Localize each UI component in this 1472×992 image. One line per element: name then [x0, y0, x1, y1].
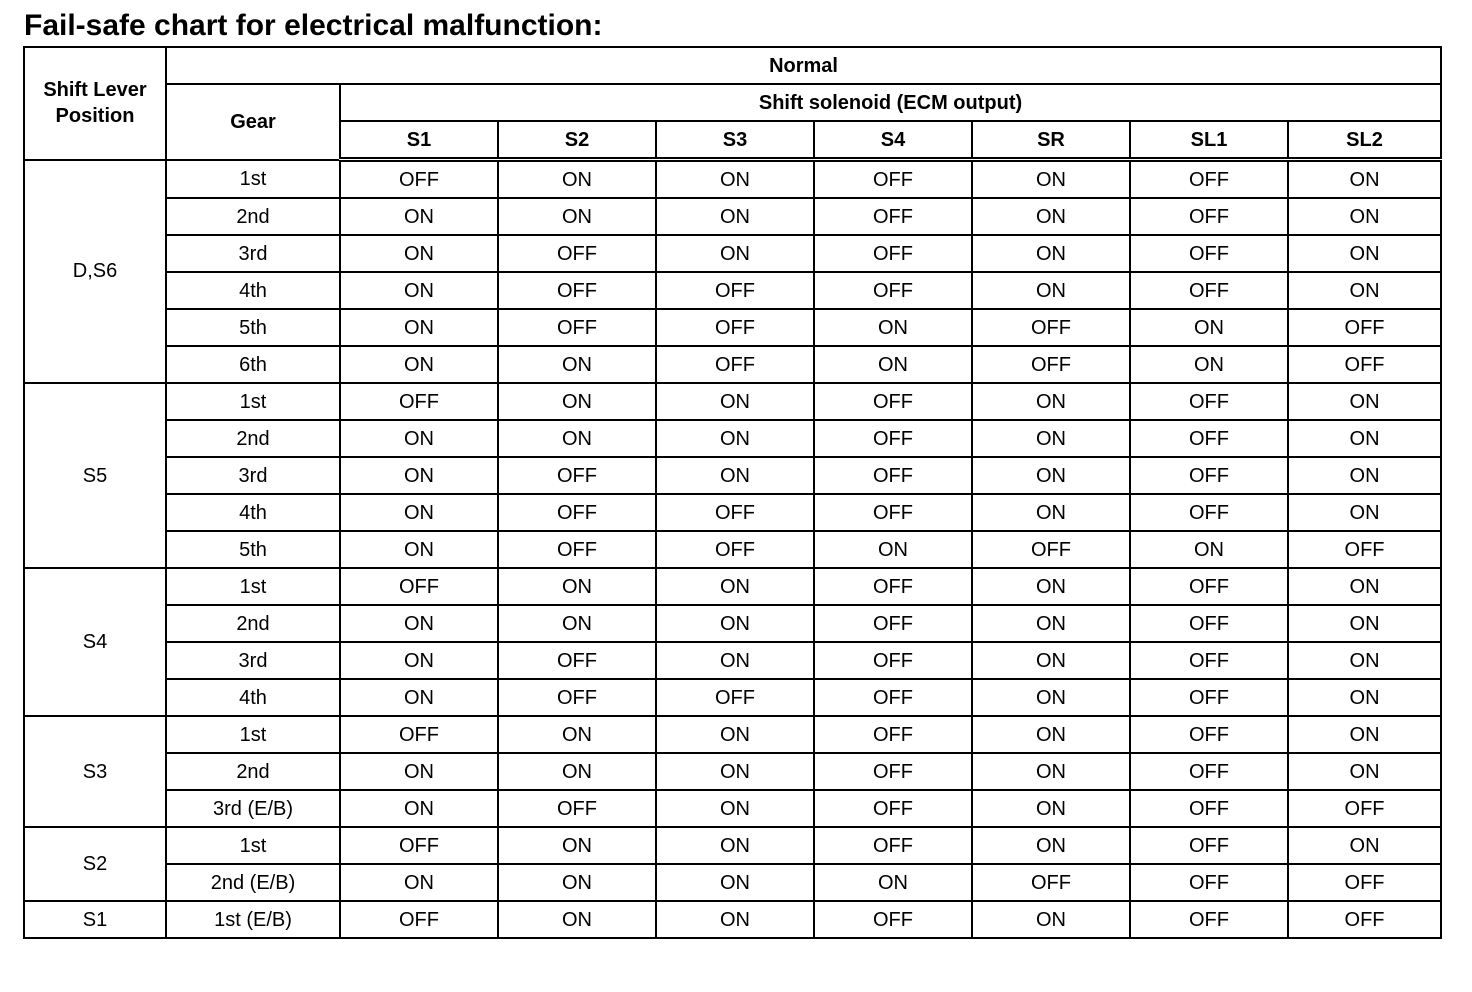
solenoid-state-cell: OFF	[972, 864, 1130, 901]
solenoid-state-cell: ON	[814, 864, 972, 901]
solenoid-state-cell: OFF	[1130, 457, 1288, 494]
solenoid-state-cell: ON	[656, 420, 814, 457]
solenoid-state-cell: OFF	[814, 679, 972, 716]
solenoid-state-cell: ON	[656, 864, 814, 901]
solenoid-state-cell: ON	[814, 309, 972, 346]
solenoid-state-cell: ON	[498, 346, 656, 383]
solenoid-state-cell: OFF	[814, 160, 972, 199]
shift-lever-position-cell: D,S6	[24, 160, 166, 384]
table-body	[24, 160, 1441, 939]
table-row	[24, 235, 1441, 272]
solenoid-state-cell: ON	[972, 420, 1130, 457]
solenoid-state-cell: ON	[1288, 494, 1441, 531]
solenoid-state-cell: ON	[1130, 531, 1288, 568]
solenoid-state-cell: ON	[972, 679, 1130, 716]
solenoid-state-cell: OFF	[1130, 420, 1288, 457]
solenoid-state-cell: ON	[972, 642, 1130, 679]
gear-header: Gear	[166, 84, 340, 160]
solenoid-state-cell: OFF	[1130, 494, 1288, 531]
solenoid-state-cell: ON	[498, 383, 656, 420]
table-row	[24, 420, 1441, 457]
solenoid-state-cell: OFF	[656, 346, 814, 383]
solenoid-state-cell: ON	[340, 420, 498, 457]
table-row	[24, 568, 1441, 605]
solenoid-state-cell: ON	[498, 420, 656, 457]
solenoid-state-cell: OFF	[498, 679, 656, 716]
table-row	[24, 642, 1441, 679]
solenoid-state-cell: ON	[656, 198, 814, 235]
solenoid-state-cell: ON	[1288, 716, 1441, 753]
solenoid-state-cell: ON	[340, 753, 498, 790]
solenoid-state-cell: ON	[972, 753, 1130, 790]
solenoid-state-cell: ON	[1130, 346, 1288, 383]
solenoid-state-cell: OFF	[1288, 864, 1441, 901]
solenoid-state-cell: OFF	[1130, 864, 1288, 901]
solenoid-state-cell: OFF	[1130, 160, 1288, 199]
gear-cell: 3rd	[166, 235, 340, 272]
solenoid-state-cell: ON	[1288, 753, 1441, 790]
solenoid-state-cell: ON	[656, 790, 814, 827]
gear-cell: 3rd	[166, 457, 340, 494]
solenoid-state-cell: ON	[1288, 420, 1441, 457]
solenoid-state-cell: ON	[498, 568, 656, 605]
solenoid-state-cell: ON	[656, 383, 814, 420]
gear-cell: 6th	[166, 346, 340, 383]
solenoid-state-cell: OFF	[656, 531, 814, 568]
solenoid-state-cell: OFF	[1130, 901, 1288, 938]
solenoid-state-cell: OFF	[1130, 568, 1288, 605]
gear-cell: 4th	[166, 494, 340, 531]
table-row	[24, 753, 1441, 790]
shift-lever-position-cell: S1	[24, 901, 166, 938]
gear-cell: 2nd	[166, 198, 340, 235]
solenoid-state-cell: OFF	[1288, 531, 1441, 568]
solenoid-state-cell: OFF	[498, 235, 656, 272]
solenoid-state-cell: OFF	[498, 309, 656, 346]
solenoid-state-cell: ON	[1130, 309, 1288, 346]
table-row	[24, 605, 1441, 642]
gear-cell: 4th	[166, 272, 340, 309]
solenoid-state-cell: ON	[1288, 235, 1441, 272]
solenoid-state-cell: OFF	[814, 568, 972, 605]
solenoid-state-cell: ON	[498, 716, 656, 753]
solenoid-state-cell: OFF	[656, 309, 814, 346]
solenoid-state-cell: ON	[656, 716, 814, 753]
solenoid-state-cell: ON	[498, 198, 656, 235]
solenoid-state-cell: OFF	[1130, 605, 1288, 642]
solenoid-state-cell: ON	[972, 160, 1130, 199]
solenoid-state-cell: ON	[972, 198, 1130, 235]
solenoid-state-cell: OFF	[340, 383, 498, 420]
solenoid-state-cell: OFF	[1288, 790, 1441, 827]
solenoid-state-cell: OFF	[1130, 383, 1288, 420]
gear-cell: 1st (E/B)	[166, 901, 340, 938]
solenoid-state-cell: ON	[1288, 198, 1441, 235]
solenoid-header-sr: SR	[972, 121, 1130, 160]
solenoid-state-cell: ON	[972, 790, 1130, 827]
gear-cell: 1st	[166, 568, 340, 605]
solenoid-state-cell: ON	[656, 235, 814, 272]
solenoid-state-cell: ON	[340, 605, 498, 642]
table-row	[24, 827, 1441, 864]
solenoid-state-cell: OFF	[972, 346, 1130, 383]
gear-cell: 2nd (E/B)	[166, 864, 340, 901]
solenoid-state-cell: ON	[972, 568, 1130, 605]
solenoid-state-cell: OFF	[498, 790, 656, 827]
solenoid-state-cell: OFF	[814, 198, 972, 235]
solenoid-state-cell: ON	[1288, 827, 1441, 864]
table-row	[24, 679, 1441, 716]
solenoid-state-cell: OFF	[1130, 679, 1288, 716]
solenoid-state-cell: OFF	[498, 494, 656, 531]
solenoid-state-cell: OFF	[340, 160, 498, 199]
solenoid-state-cell: OFF	[814, 420, 972, 457]
solenoid-state-cell: ON	[340, 346, 498, 383]
solenoid-state-cell: OFF	[1288, 309, 1441, 346]
solenoid-state-cell: OFF	[1288, 901, 1441, 938]
solenoid-state-cell: ON	[972, 827, 1130, 864]
solenoid-state-cell: OFF	[814, 494, 972, 531]
solenoid-state-cell: OFF	[340, 568, 498, 605]
table-row	[24, 309, 1441, 346]
solenoid-state-cell: OFF	[498, 531, 656, 568]
solenoid-state-cell: OFF	[656, 679, 814, 716]
solenoid-state-cell: OFF	[498, 272, 656, 309]
solenoid-state-cell: ON	[1288, 457, 1441, 494]
solenoid-state-cell: OFF	[1130, 642, 1288, 679]
gear-cell: 1st	[166, 383, 340, 420]
table-row	[24, 716, 1441, 753]
solenoid-state-cell: ON	[1288, 679, 1441, 716]
solenoid-state-cell: ON	[814, 531, 972, 568]
solenoid-state-cell: OFF	[814, 827, 972, 864]
solenoid-state-cell: OFF	[340, 827, 498, 864]
solenoid-state-cell: OFF	[1130, 790, 1288, 827]
solenoid-state-cell: ON	[498, 864, 656, 901]
shift-lever-position-header: Shift Lever Position	[24, 47, 166, 160]
solenoid-state-cell: OFF	[814, 901, 972, 938]
solenoid-state-cell: ON	[972, 383, 1130, 420]
table-row	[24, 531, 1441, 568]
solenoid-state-cell: ON	[972, 716, 1130, 753]
solenoid-state-cell: ON	[340, 272, 498, 309]
table-row	[24, 901, 1441, 938]
solenoid-state-cell: OFF	[656, 494, 814, 531]
gear-cell: 2nd	[166, 420, 340, 457]
solenoid-state-cell: OFF	[340, 901, 498, 938]
table-row	[24, 457, 1441, 494]
solenoid-state-cell: ON	[340, 679, 498, 716]
solenoid-state-cell: ON	[498, 901, 656, 938]
solenoid-state-cell: OFF	[814, 605, 972, 642]
solenoid-state-cell: ON	[656, 827, 814, 864]
solenoid-state-cell: ON	[972, 605, 1130, 642]
gear-cell: 2nd	[166, 605, 340, 642]
gear-cell: 1st	[166, 160, 340, 199]
solenoid-state-cell: ON	[498, 827, 656, 864]
solenoid-state-cell: OFF	[814, 383, 972, 420]
solenoid-state-cell: OFF	[656, 272, 814, 309]
gear-cell: 5th	[166, 531, 340, 568]
gear-cell: 3rd	[166, 642, 340, 679]
solenoid-header-s4: S4	[814, 121, 972, 160]
solenoid-state-cell: ON	[340, 642, 498, 679]
solenoid-state-cell: ON	[1288, 642, 1441, 679]
solenoid-state-cell: OFF	[814, 753, 972, 790]
shift-lever-position-cell: S3	[24, 716, 166, 827]
solenoid-state-cell: ON	[814, 346, 972, 383]
solenoid-state-cell: ON	[340, 198, 498, 235]
solenoid-state-cell: ON	[972, 901, 1130, 938]
solenoid-state-cell: OFF	[1288, 346, 1441, 383]
gear-cell: 1st	[166, 827, 340, 864]
shift-lever-position-cell: S5	[24, 383, 166, 568]
solenoid-state-cell: OFF	[1130, 716, 1288, 753]
solenoid-state-cell: ON	[1288, 160, 1441, 199]
solenoid-state-cell: OFF	[1130, 827, 1288, 864]
solenoid-header-s1: S1	[340, 121, 498, 160]
solenoid-state-cell: ON	[656, 901, 814, 938]
solenoid-state-cell: ON	[656, 568, 814, 605]
solenoid-state-cell: OFF	[814, 642, 972, 679]
solenoid-state-cell: ON	[656, 753, 814, 790]
solenoid-state-cell: ON	[340, 790, 498, 827]
solenoid-state-cell: OFF	[340, 716, 498, 753]
normal-header: Normal	[166, 47, 1441, 84]
solenoid-state-cell: ON	[1288, 605, 1441, 642]
gear-cell: 3rd (E/B)	[166, 790, 340, 827]
table-row	[24, 383, 1441, 420]
solenoid-state-cell: OFF	[814, 272, 972, 309]
table-row	[24, 346, 1441, 383]
solenoid-state-cell: ON	[1288, 272, 1441, 309]
gear-cell: 2nd	[166, 753, 340, 790]
solenoid-state-cell: OFF	[1130, 235, 1288, 272]
solenoid-state-cell: ON	[340, 494, 498, 531]
solenoid-state-cell: OFF	[814, 457, 972, 494]
table-row	[24, 790, 1441, 827]
gear-cell: 1st	[166, 716, 340, 753]
shift-lever-position-cell: S4	[24, 568, 166, 716]
solenoid-header-s2: S2	[498, 121, 656, 160]
table-header	[24, 47, 1441, 160]
solenoid-state-cell: OFF	[498, 642, 656, 679]
solenoid-state-cell: ON	[1288, 568, 1441, 605]
table-row	[24, 864, 1441, 901]
gear-cell: 5th	[166, 309, 340, 346]
solenoid-state-cell: ON	[340, 457, 498, 494]
solenoid-state-cell: ON	[972, 272, 1130, 309]
page-title: Fail-safe chart for electrical malfunction:	[24, 9, 603, 42]
solenoid-state-cell: ON	[498, 753, 656, 790]
solenoid-state-cell: OFF	[972, 309, 1130, 346]
solenoid-state-cell: ON	[340, 531, 498, 568]
solenoid-state-cell: ON	[972, 457, 1130, 494]
solenoid-state-cell: ON	[498, 160, 656, 199]
solenoid-state-cell: ON	[340, 864, 498, 901]
solenoid-state-cell: ON	[340, 235, 498, 272]
shift-lever-position-cell: S2	[24, 827, 166, 901]
table-row	[24, 494, 1441, 531]
solenoid-state-cell: OFF	[972, 531, 1130, 568]
solenoid-state-cell: ON	[972, 235, 1130, 272]
solenoid-state-cell: ON	[498, 605, 656, 642]
table-row	[24, 272, 1441, 309]
solenoid-state-cell: OFF	[498, 457, 656, 494]
solenoid-state-cell: ON	[656, 605, 814, 642]
gear-cell: 4th	[166, 679, 340, 716]
solenoid-state-cell: ON	[656, 457, 814, 494]
solenoid-state-cell: ON	[1288, 383, 1441, 420]
shift-solenoid-header: Shift solenoid (ECM output)	[340, 84, 1441, 121]
solenoid-state-cell: OFF	[1130, 272, 1288, 309]
solenoid-state-cell: ON	[340, 309, 498, 346]
solenoid-state-cell: ON	[656, 160, 814, 199]
solenoid-state-cell: OFF	[814, 235, 972, 272]
solenoid-state-cell: ON	[972, 494, 1130, 531]
solenoid-state-cell: OFF	[814, 790, 972, 827]
table-row	[24, 160, 1441, 199]
solenoid-state-cell: OFF	[814, 716, 972, 753]
table-row	[24, 198, 1441, 235]
solenoid-state-cell: OFF	[1130, 753, 1288, 790]
solenoid-header-s3: S3	[656, 121, 814, 160]
solenoid-state-cell: OFF	[1130, 198, 1288, 235]
solenoid-state-cell: ON	[656, 642, 814, 679]
solenoid-header-sl2: SL2	[1288, 121, 1441, 160]
solenoid-header-sl1: SL1	[1130, 121, 1288, 160]
fail-safe-table	[23, 46, 1442, 939]
